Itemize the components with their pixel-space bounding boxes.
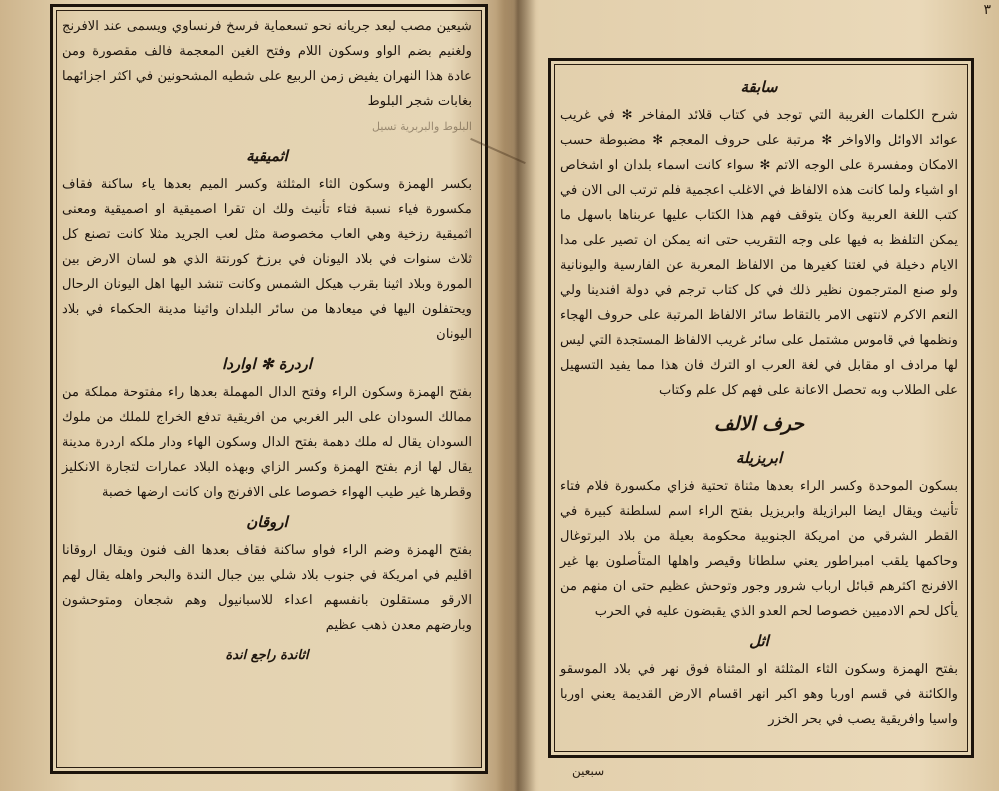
entry-heading-arauqan: اروقان [246, 513, 288, 531]
entry-text-brazil: بسكون الموحدة وكسر الراء بعدها مثناة تحتية فزاي مكسورة فلام فتاء تأنيث ويقال ايضا البرازيلة وابريزيل بفتح الراء اسم لسلطنة كبيرة في القطر الشرقي من امريكة الجنوبية محكومة بعيلة من بلاد البرتوغال وحاكمها يلقب امبراطور يعني سلطانا وقيصر واهلها المتأصلون بها غير الافرنج اكثرهم قبائل ارباب شرور وجور وتوحش عظيم حتى ان منهم من يأكل لحم الادميين خصوصا لحم العدو الذي يقبضون عليه في الحرب [560, 479, 958, 619]
cross-reference: اثاندة راجع اندة [225, 648, 309, 663]
entry-text-ardra: بفتح الهمزة وسكون الراء وفتح الدال المهملة بعدها راء مفتوحة مملكة من ممالك السودان على البر الغربي من افريقية تدفع الخراج للملك من ملوك السودان يقال له ملك دهمة بفتح الدال وسكون الهاء ودار ملكه اردرة مدينة يقال لها ازم بفتح الهمزة وكسر الزاي وبهذه البلاد عمارات لتجارة الانكليز وقطرها غير طيب الهواء خصوصا على الافرنج وان كانت ارضها خصبة [62, 385, 472, 500]
entry-text-arauqan: بفتح الهمزة وضم الراء فواو ساكنة فقاف بعدها الف فنون ويقال اروقانا اقليم في امريكة في جنوب بلاد شلي بين جبال الندة والبحر واهله يقال لهم الارقو مستقلون بانفسهم اعداء للاسبانيول وهم شجعان ومتوحشون وبارضهم معدن ذهب عظيم [62, 543, 472, 633]
left-faint-note: البلوط والبربرية تسيل [372, 120, 472, 133]
entry-text-athmiqiya: بكسر الهمزة وسكون الثاء المثلثة وكسر الميم بعدها ياء ساكنة فقاف مكسورة فياء نسبة فتاء تأنيث ولك ان تقرا اصميقية او اصميقية ومعنى اثميقية رزخية وهي العاب مخصوصة مثل لعب الجريد مثلا كانت تصنع كل ثلاث سنوات في بلاد اليونان في برزخ كورنتة الذي هو لسان الارض بين المورة وبلاد اثينا بقرب هيكل الشمس وكانت تنشد اليها اهل اليونان الرحال ويحتفلون اليها في ميعادها من سائر البلدان واثينا مدينة الحكماء في بلاد اليونان [62, 177, 472, 342]
entry-heading-itil: اثل [749, 632, 769, 650]
right-page [512, 0, 999, 791]
left-top-paragraph: شيعين مصب لبعد جريانه نحو تسعماية فرسخ فرنساوي ويسمى عند الافرنج ولغنيم بضم الواو وسكون اللام وفتح الغين المعجمة فالف مقصورة ومن عادة هذا النهران يفيض زمن الربيع على شطيه المشحونين في اكثر اجزائهما بغابات شجر البلوط [62, 19, 472, 109]
entry-heading-brazil: ابريزيلة [735, 449, 783, 467]
intro-heading: سابقة [740, 78, 778, 96]
intro-text: شرح الكلمات الغريبة التي توجد في كتاب قلائد المفاخر ✻ في غريب عوائد الاوائل والاواخر ✻ مرتبة على حروف المعجم ✻ مضبوطة حسب الامكان ومفسرة على الوجه الاتم ✻ سواء كانت اسماء بلدان او اشخاص او اشياء ولما كانت هذه الالفاظ في الاغلب اعجمية فلم ترتب الى الان في كتب اللغة العربية وكان يتوقف فهم هذا الكتاب عليها عربناها باسهل ما يمكن التلفظ به فيها على وجه التقريب حتى انه يمكن ان تصير على مدا الايام دخيلة في لغتنا كغيرها من الالفاظ المعربة عن الفارسية واليونانية ولو صنع المترجمون نظير ذلك في كل كتاب ترجم في دولة افندينا ولي النعم الاكرم لانتهى الامر بالتقاط سائر الالفاظ المرتبة على حروف الهجاء ونظمها في قاموس مشتمل على سائر غريب الالفاظ المستجدة التي ليس لها مرادف او مقابل في لغة العرب او الترك فان هذا مما يفيد التسهيل على الطلاب وبه تحصل الاعانة على فهم كل علم وكتاب [560, 108, 958, 398]
entry-heading-athmiqiya: اثميقية [246, 147, 288, 165]
left-page-text [62, 14, 472, 671]
entry-text-itil: بفتح الهمزة وسكون الثاء المثلثة او المثناة فوق نهر في بلاد الموسقو والكائنة في قسم اوربا وهو اكبر انهر اقسام الارض القديمة يعني اوربا واسيا وافريقية يصب في بحر الخزر [560, 662, 958, 727]
entry-heading-ardra: اردرة ✻ اواردا [222, 355, 312, 373]
section-heading-alif: حرف الالف [713, 413, 805, 435]
catchword: سبعين [572, 764, 605, 778]
page-number: ٣ [983, 2, 991, 18]
right-page-text [560, 70, 958, 732]
